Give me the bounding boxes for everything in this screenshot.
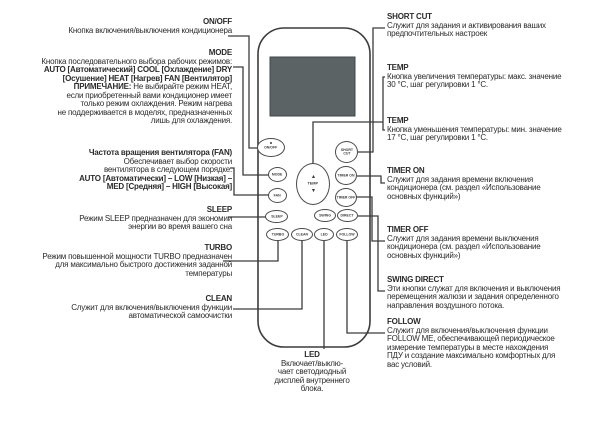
callout-title: FOLLOW	[387, 317, 421, 326]
callout-text-segment: перемещения жалюзи и задания определенного	[387, 292, 559, 301]
clean-button-label: CLEAN	[295, 232, 309, 237]
turbo-button-label: TURBO	[271, 232, 284, 237]
callout-text-segment: основных функций»)	[387, 250, 461, 260]
callout-text-segment: Кнопка последовательного выбора рабочих режимов:	[41, 56, 232, 66]
mode-button	[268, 167, 287, 182]
callout-title: CLEAN	[205, 294, 232, 303]
callout-mode	[20, 49, 232, 126]
callout-text-segment: вас условий.	[387, 359, 432, 369]
callout-line	[20, 117, 232, 126]
callout-line	[387, 193, 595, 202]
callout-text-segment: Режим повышенной мощности TURBO предназначен	[42, 251, 232, 261]
turbo-button	[266, 228, 289, 241]
callout-text-segment: ПДУ и создание максимально комфортных для	[387, 351, 556, 360]
onoff-button-label: ON/OFF	[264, 145, 278, 150]
led-button	[314, 228, 334, 241]
callout-text-segment: предпочтительных настроек	[387, 29, 487, 38]
callout-fan	[20, 149, 232, 192]
callout-text-segment: Обеспечивает выбор скорости	[123, 156, 232, 166]
callout-text-segment: AUTO [Автоматический] COOL [Охлаждение] DRY	[43, 65, 232, 74]
callout-text-segment: [Осушение] HEAT [Нагрев] FAN [Вентилятор]	[62, 73, 232, 83]
callout-timer-on	[387, 167, 595, 201]
callout-text-segment: Служит для задания и активирования ваших	[387, 20, 546, 30]
timer-off-button-label: TIMER OFF	[336, 195, 356, 200]
fan-button	[268, 188, 287, 203]
callout-text-segment: Кнопка уменьшения температуры: мин. значение	[387, 124, 562, 134]
callout-line	[20, 223, 232, 232]
callout-line	[20, 270, 232, 279]
timer-off-button	[335, 188, 357, 207]
direct-button-label: DIRECT	[340, 213, 355, 218]
swing-button-label: SWING	[319, 213, 331, 218]
temp-pad	[296, 163, 330, 205]
callout-line	[272, 385, 352, 394]
temp-pad-label: TEMP	[307, 181, 319, 186]
callout-text-segment: Не выбирайте режим HEAT,	[131, 82, 232, 91]
callout-text-segment: ПРИМЕЧАНИЕ:	[73, 82, 132, 91]
callout-text-segment: автоматической самоочистки	[128, 311, 232, 320]
callout-text-segment: Эти кнопки служат для включения и выключения	[387, 283, 561, 293]
callout-text-segment: кондиционера (см. раздел «Использование	[387, 242, 541, 251]
callout-text-segment: температуры	[185, 268, 232, 278]
callout-line	[387, 302, 595, 311]
callout-text-segment: кондиционера (см. раздел «Использование	[387, 183, 541, 192]
power-dot-icon	[270, 142, 273, 145]
callout-onoff	[20, 18, 232, 35]
timer-on-button-label: TIMER ON	[337, 173, 355, 178]
callout-text-segment: 17 °C, шаг регулировки 1 °C.	[387, 133, 488, 142]
callout-shortcut	[387, 13, 595, 39]
connector-temp-bracket	[383, 77, 385, 130]
callout-text-segment: для максимально быстрого достижения заданной	[55, 260, 232, 269]
callout-text-segment: Служит для включения/выключения функции	[387, 325, 548, 335]
callout-line	[20, 183, 232, 192]
callout-title: ON/OFF	[202, 17, 232, 26]
remote-display	[270, 57, 355, 116]
led-button-label: LED	[320, 232, 328, 237]
follow-button-label: FOLLOW	[339, 232, 355, 237]
shortcut-button-label: SHORT CUT	[340, 148, 353, 156]
callout-text-segment: только режим охлаждения. Режим нагрева	[80, 99, 232, 108]
onoff-button	[257, 138, 285, 157]
callout-line	[387, 81, 595, 90]
callout-text-segment: 30 °C, шаг регулировки 1 °C.	[387, 80, 488, 89]
callout-title: TEMP	[387, 63, 409, 72]
callout-title: Частота вращения вентилятора (FAN)	[88, 148, 232, 157]
callout-text-segment: дисплей внутреннего	[274, 375, 350, 385]
callout-text-segment: не поддерживается в моделях, предназначенных	[57, 107, 232, 117]
callout-text-segment: Кнопка включения/выключения кондиционера	[68, 25, 232, 35]
callout-text-segment: FOLLOW ME, обеспечивающей периодическое	[387, 334, 555, 343]
sleep-button-label: SLEEP	[270, 214, 283, 219]
callout-text-segment: Режим SLEEP предназначен для экономии	[79, 213, 232, 223]
callout-text-segment: AUTO [Автоматически] – LOW [Низкая] –	[79, 173, 232, 183]
temp-down-icon: ▼	[310, 188, 316, 194]
callout-swing-direct	[387, 276, 595, 310]
callout-text-segment: Включает/выклю-	[280, 358, 344, 368]
callout-turbo	[20, 244, 232, 278]
callout-follow	[387, 318, 595, 369]
callout-title: SWING DIRECT	[387, 275, 444, 284]
mode-button-label: MODE	[272, 172, 283, 177]
callout-text-segment: вентилятора в следующем порядке:	[103, 165, 232, 174]
callout-text-segment: Служит для задания времени выключения	[387, 233, 539, 243]
temp-up-icon: ▲	[310, 174, 316, 180]
callout-line	[20, 27, 232, 36]
callout-title: SLEEP	[206, 205, 232, 214]
sleep-button	[265, 210, 288, 223]
callout-title: TEMP	[387, 116, 409, 125]
callout-title: TIMER OFF	[387, 225, 429, 234]
callout-title: MODE	[208, 48, 232, 57]
callout-text-segment: направления воздушного потока.	[387, 300, 505, 310]
callout-title: LED	[304, 350, 320, 359]
callout-temp-up	[387, 64, 595, 90]
callout-title: TURBO	[204, 243, 232, 252]
callout-timer-off	[387, 226, 595, 260]
callout-temp-down	[387, 117, 595, 143]
callout-text-segment: если приобретенный вами кондиционер имеет	[66, 90, 232, 100]
follow-button	[336, 228, 358, 241]
shortcut-button	[335, 141, 358, 163]
callout-text-segment: MED [Средняя] – HIGH [Высокая]	[106, 182, 232, 191]
callout-title: TIMER ON	[387, 166, 425, 175]
callout-text-segment: чает светодиодный	[277, 367, 347, 376]
swing-button	[314, 209, 336, 222]
callout-text-segment: Служит для включения/выключения функции	[71, 302, 232, 312]
callout-title: SHORT CUT	[387, 12, 432, 21]
callout-line	[387, 30, 595, 39]
fan-button-label: FAN	[274, 193, 282, 198]
callout-line	[387, 134, 595, 143]
timer-on-button	[335, 166, 357, 185]
callout-sleep	[20, 206, 232, 232]
callout-text-segment: основных функций»)	[387, 191, 461, 201]
callout-line	[20, 312, 232, 321]
callout-text-segment: Служит для задания времени включения	[387, 174, 533, 184]
callout-line	[387, 252, 595, 261]
callout-text-segment: Кнопка увеличения температуры: макс. значение	[387, 71, 562, 81]
callout-text-segment: измерение температуры в месте нахождения	[387, 342, 549, 352]
callout-text-segment: энергии во время вашего сна	[128, 222, 232, 231]
callout-clean	[20, 295, 232, 321]
callout-text-segment: блока.	[300, 384, 324, 393]
direct-button	[337, 209, 358, 222]
clean-button	[291, 228, 313, 241]
callout-led	[272, 351, 352, 394]
callout-line	[387, 361, 595, 370]
callout-text-segment: лишь для охлаждения.	[150, 116, 232, 125]
